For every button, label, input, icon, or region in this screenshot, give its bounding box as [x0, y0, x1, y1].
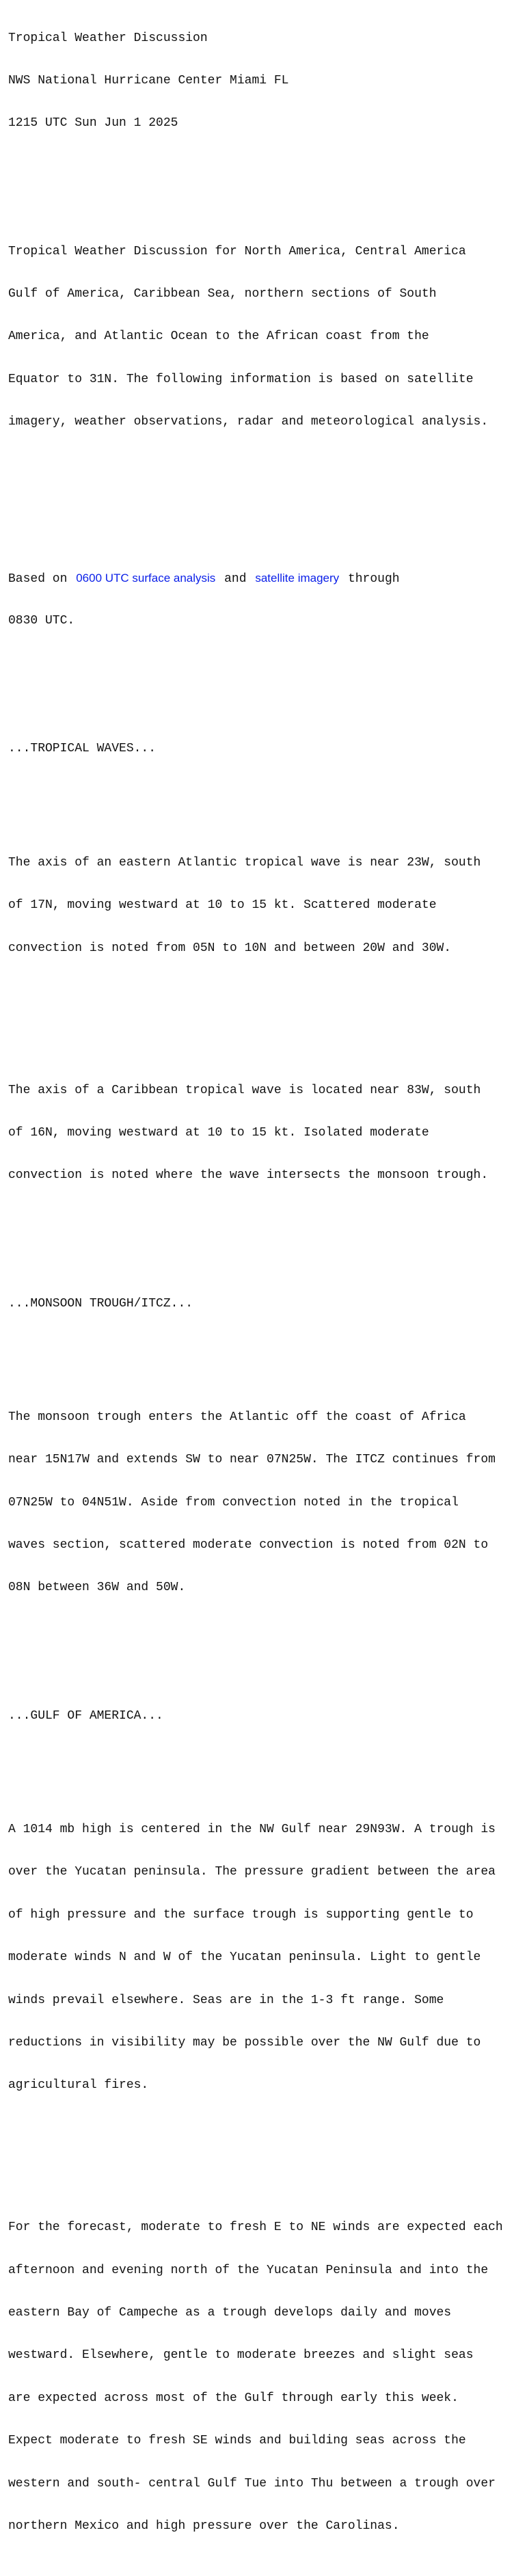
text-line: America, and Atlantic Ocean to the African coast from the — [8, 330, 429, 344]
text-line: agricultural fires. — [8, 2078, 149, 2093]
gulf-forecast-paragraph — [8, 2192, 511, 2562]
text-line: of 16N, moving westward at 10 to 15 kt. Isolated moderate — [8, 1125, 429, 1140]
text-line: convection is noted where the wave intersects the monsoon trough. — [8, 1168, 489, 1183]
discussion-document — [8, 3, 511, 2576]
spacer — [8, 2149, 511, 2164]
text-line: 07N25W to 04N51W. Aside from convection noted in the tropical — [8, 1495, 459, 1510]
text-line: 08N between 36W and 50W. — [8, 1581, 186, 1595]
issuing-office: NWS National Hurricane Center Miami FL — [8, 73, 289, 88]
text-line: waves section, scattered moderate convection is noted from 02N to — [8, 1538, 489, 1553]
based-on-line — [8, 572, 511, 586]
spacer — [8, 1012, 511, 1027]
spacer — [8, 685, 511, 699]
text-line: of 17N, moving westward at 10 to 15 kt. Scattered moderate — [8, 898, 437, 913]
text-line: western and south- central Gulf Tue into Thu between a trough over — [8, 2476, 496, 2491]
document-title: Tropical Weather Discussion — [8, 31, 208, 45]
text-line: The axis of an eastern Atlantic tropical wave is near 23W, south — [8, 855, 481, 870]
monsoon-paragraph — [8, 1382, 511, 1624]
text-line: 0830 UTC. — [8, 614, 75, 628]
text-line: moderate winds N and W of the Yucatan peninsula. Light to gentle — [8, 1950, 481, 1965]
issue-time: 1215 UTC Sun Jun 1 2025 — [8, 116, 178, 131]
based-on-suffix: through — [340, 572, 400, 586]
text-line: A 1014 mb high is centered in the NW Gulf near 29N93W. A trough is — [8, 1823, 496, 1836]
based-on-paragraph — [8, 543, 511, 656]
spacer — [8, 785, 511, 799]
based-on-and: and — [217, 572, 254, 586]
based-on-prefix: Based on — [8, 572, 75, 586]
tropical-waves-paragraph-1 — [8, 827, 511, 984]
section-heading-tropical-waves: ...TROPICAL WAVES... — [8, 742, 157, 756]
text-line: over the Yucatan peninsula. The pressure gradient between the area — [8, 1865, 496, 1879]
text-line: eastern Bay of Campeche as a trough develops daily and moves — [8, 2306, 452, 2320]
text-line: convection is noted from 05N to 10N and between 20W and 30W. — [8, 941, 452, 955]
spacer — [8, 1652, 511, 1666]
text-line: Expect moderate to fresh SE winds and building seas across the — [8, 2434, 466, 2448]
text-line: near 15N17W and extends SW to near 07N25W. The ITCZ continues from — [8, 1453, 496, 1467]
intro-paragraph — [8, 216, 511, 458]
gulf-paragraph-1 — [8, 1794, 511, 2121]
text-line: The axis of a Caribbean tropical wave is located near 83W, south — [8, 1083, 481, 1097]
text-line: Tropical Weather Discussion for North America, Central America — [8, 244, 466, 258]
text-line: Equator to 31N. The following information is based on satellite — [8, 372, 474, 386]
spacer — [8, 1239, 511, 1254]
text-line: winds prevail elsewhere. Seas are in the 1-3 ft range. Some — [8, 1993, 444, 2007]
surface-analysis-link[interactable]: 0600 UTC surface analysis — [76, 571, 216, 585]
text-line: imagery, weather observations, radar and meteorological analysis. — [8, 415, 489, 429]
text-line: westward. Elsewhere, gentle to moderate breezes and slight seas — [8, 2348, 474, 2363]
text-line: reductions in visibility may be possible over the NW Gulf due to — [8, 2035, 481, 2050]
text-line: Gulf of America, Caribbean Sea, northern sections of South — [8, 286, 437, 301]
spacer — [8, 1752, 511, 1766]
text-line: are expected across most of the Gulf through early this week. — [8, 2391, 459, 2405]
satellite-imagery-link[interactable]: satellite imagery — [255, 571, 340, 585]
section-heading-monsoon: ...MONSOON TROUGH/ITCZ... — [8, 1296, 193, 1311]
text-line: afternoon and evening north of the Yucatan Peninsula and into the — [8, 2263, 489, 2277]
spacer — [8, 486, 511, 500]
text-line: The monsoon trough enters the Atlantic off the coast of Africa — [8, 1410, 466, 1424]
spacer — [8, 1339, 511, 1354]
tropical-waves-paragraph-2 — [8, 1055, 511, 1211]
text-line: northern Mexico and high pressure over the Carolinas. — [8, 2519, 400, 2534]
text-line: For the forecast, moderate to fresh E to NE winds are expected each — [8, 2221, 503, 2235]
section-heading-gulf: ...GULF OF AMERICA... — [8, 1708, 163, 1723]
spacer — [8, 159, 511, 174]
text-line: of high pressure and the surface trough is supporting gentle to — [8, 1907, 474, 1922]
